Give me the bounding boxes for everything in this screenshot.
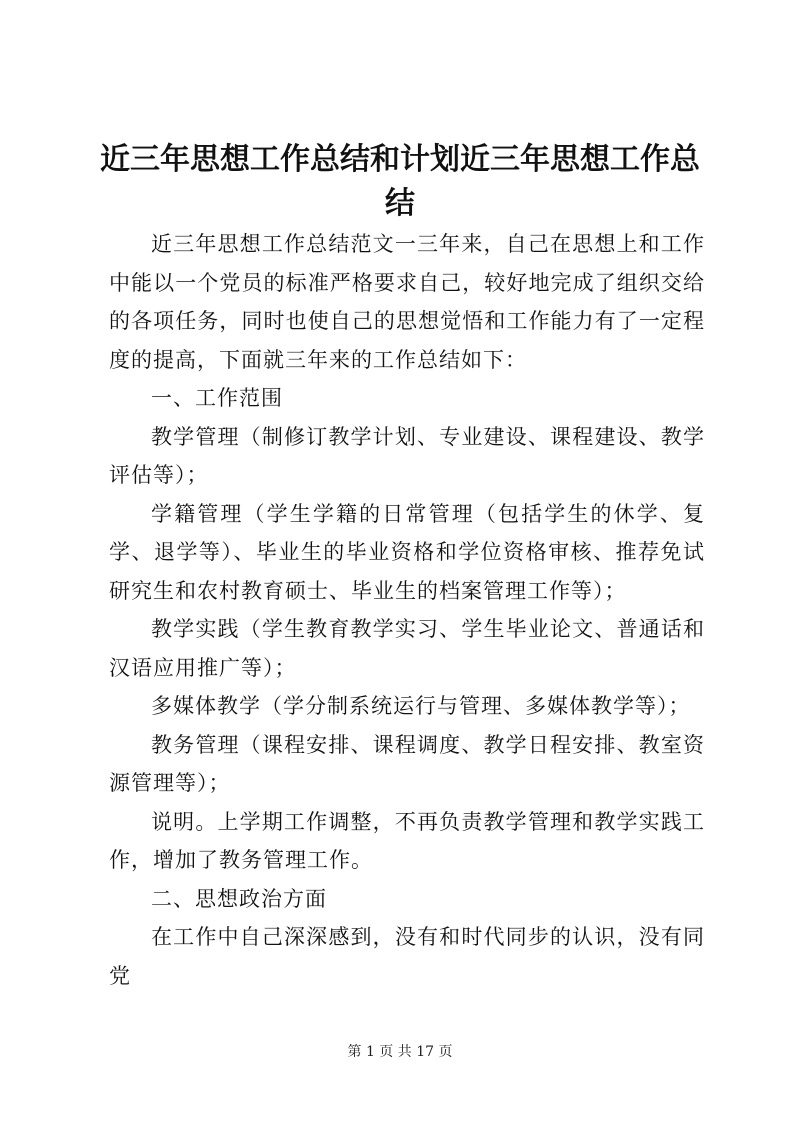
paragraph-student-records: 学籍管理（学生学籍的日常管理（包括学生的休学、复学、退学等）、毕业生的毕业资格和学位资格审核、推荐免试研究生和农村教育硕士、毕业生的档案管理工作等）；: [109, 501, 705, 603]
page-number-footer: 第 1 页 共 17 页: [347, 1044, 453, 1060]
paragraph-note: 说明。上学期工作调整，不再负责教学管理和教学实践工作，增加了教务管理工作。: [109, 809, 705, 872]
paragraph-intro: 近三年思想工作总结范文一三年来，自己在思想上和工作中能以一个党员的标准严格要求自己，较好地完成了组织交给的各项任务，同时也使自己的思想觉悟和工作能力有了一定程度的提高，下面就三年来的工作总结如下：: [109, 232, 705, 372]
paragraph-teaching-management: 教学管理（制修订教学计划、专业建设、课程建设、教学评估等）；: [109, 424, 705, 487]
section-heading-work-scope: 一、工作范围: [151, 386, 283, 410]
paragraph-multimedia-teaching: 多媒体教学（学分制系统运行与管理、多媒体教学等）；: [151, 694, 691, 718]
document-title: 近三年思想工作总结和计划近三年思想工作总结: [100, 142, 700, 221]
document-body: [109, 225, 705, 995]
paragraph-ideology-start: 在工作中自己深深感到，没有和时代同步的认识，没有同党: [109, 925, 705, 988]
paragraph-academic-affairs: 教务管理（课程安排、课程调度、教学日程安排、教室资源管理等）；: [109, 732, 705, 795]
paragraph-teaching-practice: 教学实践（学生教育教学实习、学生毕业论文、普通话和汉语应用推广等）；: [109, 617, 705, 680]
section-heading-ideology: 二、思想政治方面: [151, 886, 327, 911]
